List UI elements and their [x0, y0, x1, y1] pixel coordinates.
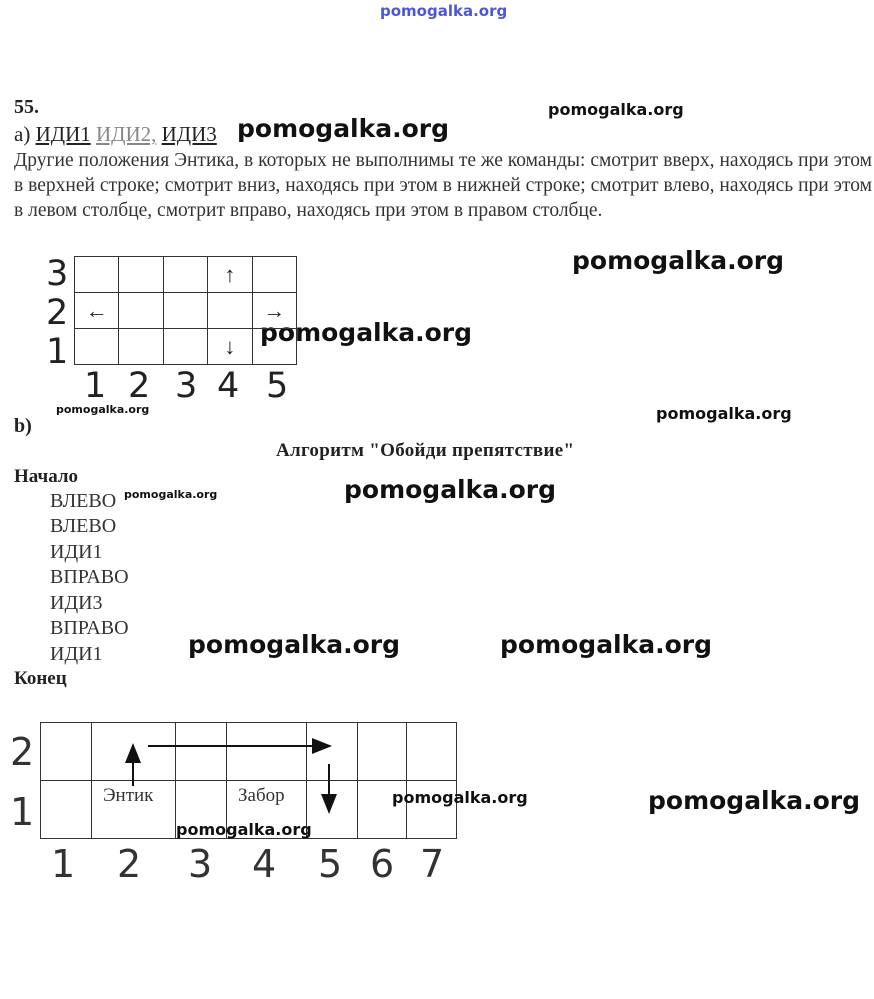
part-b-label: b)	[14, 415, 32, 437]
watermark: pomogalka.org	[124, 488, 218, 501]
grid1-col-label: 3	[175, 366, 198, 406]
watermark: pomogalka.org	[548, 100, 684, 119]
watermark: pomogalka.org	[260, 318, 473, 347]
algorithm-command: ВПРАВО	[50, 617, 129, 639]
watermark: pomogalka.org	[572, 246, 785, 275]
grid2-row-label: 2	[10, 730, 35, 774]
grid2-col-label: 3	[188, 842, 213, 886]
grid1-col-label: 1	[84, 366, 107, 406]
problem-number: 55.	[14, 96, 39, 118]
grid2-col-label: 6	[370, 842, 395, 886]
grid1-row-label: 2	[46, 293, 69, 333]
watermark: pomogalka.org	[648, 786, 861, 815]
grid1-col-label: 2	[128, 366, 151, 406]
part-a-cmd1: ИДИ1	[35, 122, 91, 146]
arrow-left-icon: ←	[85, 297, 108, 323]
entik-label: Энтик	[103, 785, 154, 806]
grid2-col-label: 1	[51, 842, 76, 886]
part-a-text: Другие положения Энтика, в которых не выполнимы те же команды: смотрит вверх, находясь при этом в верхней строке; смотрит вниз, находясь при этом в нижней строке; смотрит влево, находясь при этом в левом столбце, смотрит вправо, находясь при этом в правом столбце.	[14, 150, 872, 221]
grid2-col-label: 2	[117, 842, 142, 886]
algorithm-begin: Начало	[14, 466, 79, 487]
watermark-top: pomogalka.org	[380, 2, 508, 20]
arrow-down-icon: ↓	[224, 333, 236, 359]
watermark: pomogalka.org	[176, 820, 312, 839]
watermark: pomogalka.org	[344, 475, 557, 504]
grid1-row-label: 1	[46, 332, 69, 372]
arrow-right-icon: →	[263, 297, 286, 323]
algorithm-command: ВПРАВО	[50, 566, 129, 588]
watermark: pomogalka.org	[500, 630, 713, 659]
arrow-up-icon: ↑	[224, 261, 236, 287]
watermark: pomogalka.org	[392, 788, 528, 807]
part-a-cmd3: ИДИ3	[161, 122, 217, 146]
part-a-cmd2: ИДИ2,	[95, 122, 157, 146]
algorithm-end: Конец	[14, 668, 67, 689]
grid1-row-label: 3	[46, 254, 69, 294]
watermark: pomogalka.org	[656, 404, 792, 423]
watermark: pomogalka.org	[237, 114, 450, 143]
watermark: pomogalka.org	[56, 403, 150, 416]
watermark: pomogalka.org	[188, 630, 401, 659]
grid2-col-label: 5	[318, 842, 343, 886]
algorithm-command: ИДИ1	[50, 541, 103, 563]
algorithm-command: ИДИ1	[50, 643, 103, 665]
grid2-row-label: 1	[10, 790, 35, 834]
fence-label: Забор	[238, 785, 285, 806]
grid1-col-label: 4	[217, 366, 240, 406]
part-a-prefix: а)	[14, 122, 31, 146]
algorithm-command: ВЛЕВО	[50, 490, 117, 512]
grid1-col-label: 5	[266, 366, 289, 406]
algorithm-command: ВЛЕВО	[50, 515, 117, 537]
algorithm-title: Алгоритм "Обойди препятствие"	[276, 440, 575, 461]
algorithm-command: ИДИ3	[50, 592, 103, 614]
watermark: pomogalka.org	[780, 960, 874, 973]
grid2-col-label: 4	[252, 842, 277, 886]
grid2-col-label: 7	[420, 842, 445, 886]
